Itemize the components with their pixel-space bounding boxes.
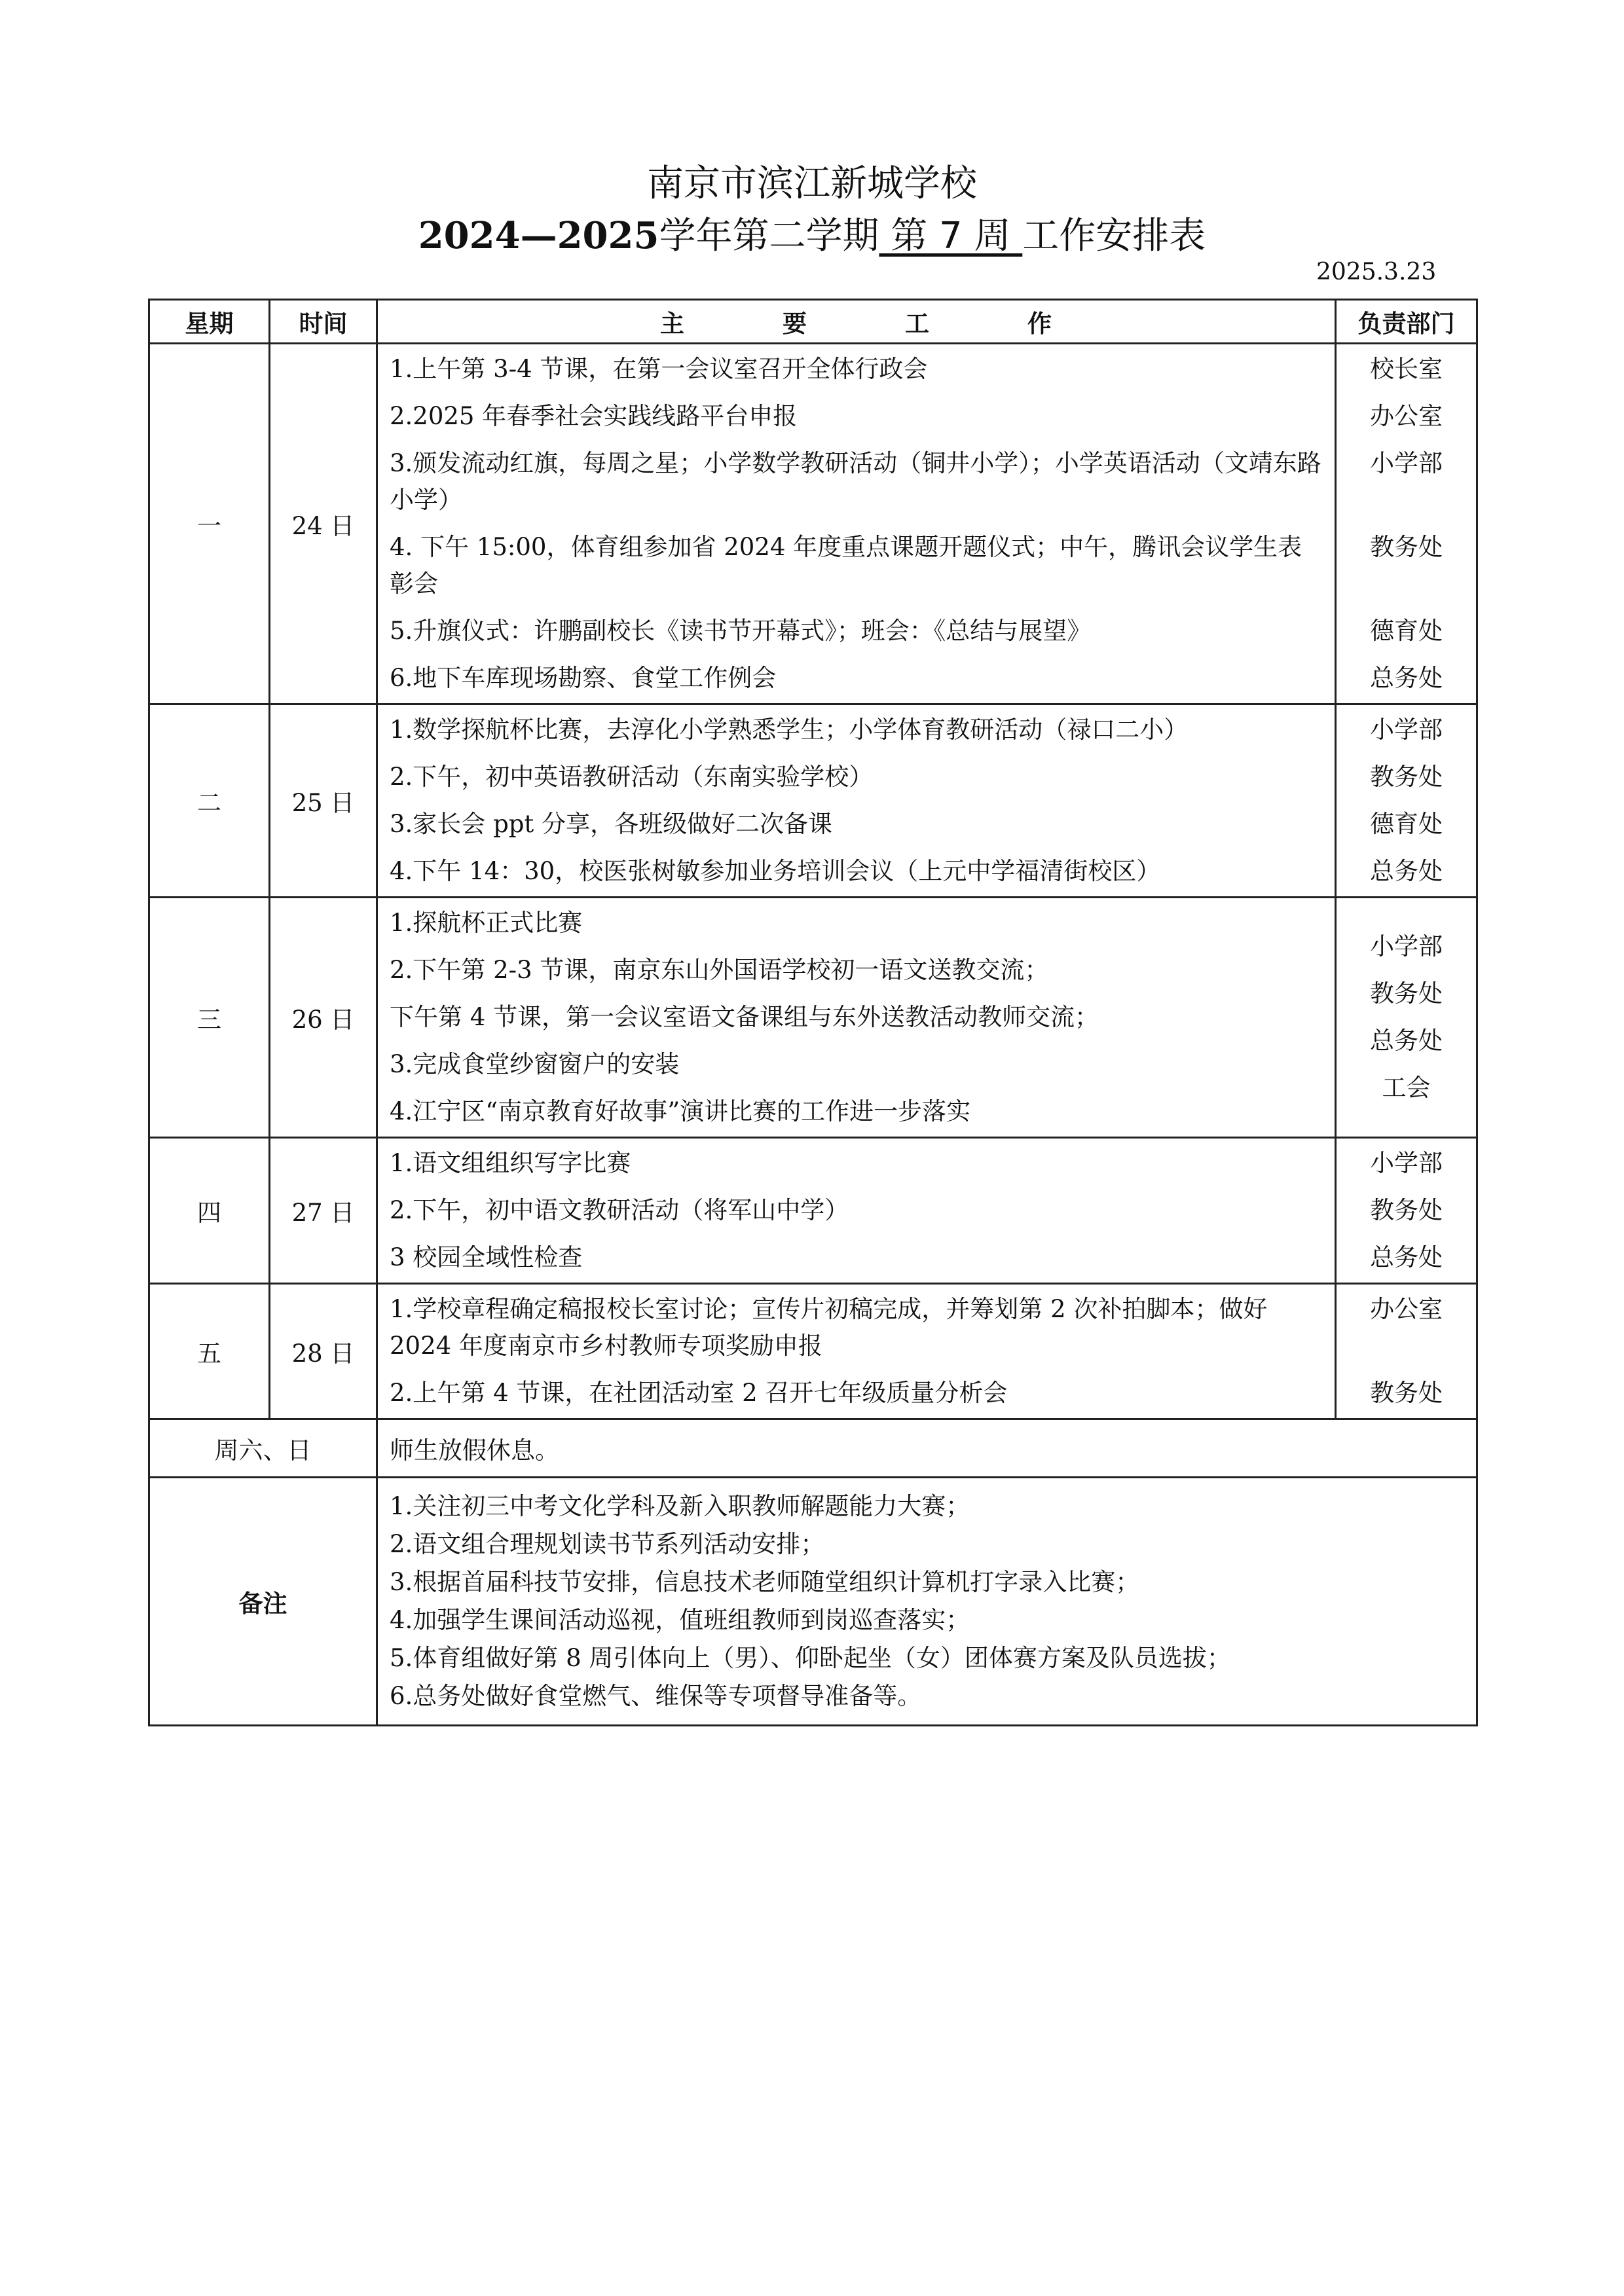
weekday-cell: 三	[149, 898, 270, 1138]
task-item: 1.语文组组织写字比赛	[390, 1149, 631, 1177]
header-dept: 负责部门	[1336, 300, 1477, 344]
dept-item	[1337, 1065, 1476, 1112]
dept-item	[1337, 524, 1476, 608]
title-term: 学年第二学期	[659, 215, 879, 257]
dept-item	[1337, 393, 1476, 440]
dept-label: 办公室	[1370, 402, 1443, 430]
schedule-table	[148, 299, 1478, 1726]
task-item: 3.颁发流动红旗，每周之星；小学数学教研活动（铜井小学）；小学英语活动（文靖东路小学）	[390, 449, 1321, 514]
task-item: 3.家长会 ppt 分享，各班级做好二次备课	[390, 810, 833, 838]
date-cell: 26 日	[270, 898, 377, 1138]
dept-item	[1337, 848, 1476, 895]
date-cell: 24 日	[270, 344, 377, 704]
tasks-cell	[377, 704, 1336, 898]
weekday-cell: 五	[149, 1284, 270, 1419]
note-item: 4.加强学生课间活动巡视，值班组教师到岗巡查落实；	[390, 1606, 970, 1634]
dept-item	[1337, 655, 1476, 702]
note-item: 5.体育组做好第 8 周引体向上（男）、仰卧起坐（女）团体赛方案及队员选拔；	[390, 1644, 1231, 1672]
task-item: 4.下午 14：30，校医张树敏参加业务培训会议（上元中学福清街校区）	[390, 857, 1161, 885]
task-item: 2.下午，初中语文教研活动（将军山中学）	[390, 1196, 849, 1224]
day-row	[149, 704, 1477, 898]
note-item: 1.关注初三中考文化学科及新入职教师解题能力大赛；	[390, 1492, 970, 1520]
weekday-cell: 一	[149, 344, 270, 704]
task-item: 6.地下车库现场勘察、食堂工作例会	[390, 664, 777, 692]
notes-label: 备注	[149, 1478, 377, 1726]
task-item: 3.完成食堂纱窗窗户的安装	[390, 1050, 680, 1078]
task-item: 5.升旗仪式：许鹏副校长《读书节开幕式》；班会：《总结与展望》	[390, 617, 1092, 645]
dept-item	[1337, 754, 1476, 801]
header-row	[149, 300, 1477, 344]
document-date: 2025.3.23	[1316, 259, 1437, 285]
dept-label: 总务处	[1370, 857, 1443, 885]
dept-label: 办公室	[1370, 1295, 1443, 1323]
dept-cell	[1336, 1284, 1477, 1419]
task-item: 2.下午第 2-3 节课，南京东山外国语学校初一语文送教交流；	[390, 956, 1049, 984]
dept-label: 总务处	[1370, 1243, 1443, 1271]
weekend-row	[149, 1419, 1477, 1478]
date-cell: 28 日	[270, 1284, 377, 1419]
dept-item	[1337, 706, 1476, 754]
tasks-cell	[377, 344, 1336, 704]
header-time: 时间	[270, 300, 377, 344]
dept-item	[1337, 801, 1476, 848]
notes-row	[149, 1478, 1477, 1726]
tasks-cell	[377, 1284, 1336, 1419]
day-row	[149, 898, 1477, 1138]
dept-item	[1337, 608, 1476, 655]
dept-item	[1337, 1286, 1476, 1370]
note-item: 3.根据首届科技节安排，信息技术老师随堂组织计算机打字录入比赛；	[390, 1568, 1140, 1596]
dept-label: 德育处	[1370, 810, 1443, 838]
notes-cell	[377, 1478, 1477, 1726]
dept-label: 小学部	[1370, 716, 1443, 744]
dept-label: 德育处	[1370, 617, 1443, 645]
dept-item	[1337, 1370, 1476, 1417]
task-item: 1.上午第 3-4 节课，在第一会议室召开全体行政会	[390, 355, 928, 383]
schedule-title	[0, 207, 1624, 259]
weekday-cell: 二	[149, 704, 270, 898]
dept-label: 小学部	[1370, 932, 1443, 960]
date-cell: 27 日	[270, 1138, 377, 1284]
weekday-cell: 四	[149, 1138, 270, 1284]
day-row	[149, 344, 1477, 704]
title-suffix: 工作安排表	[1022, 215, 1206, 257]
dept-item	[1337, 1140, 1476, 1187]
dept-label: 教务处	[1370, 763, 1443, 791]
dept-label: 教务处	[1370, 533, 1443, 561]
dept-label: 总务处	[1370, 664, 1443, 692]
header-main-work: 主要工作	[377, 300, 1336, 344]
title-week: 第 7 周	[879, 215, 1023, 257]
dept-item	[1337, 1234, 1476, 1281]
school-title: 南京市滨江新城学校	[647, 162, 977, 205]
task-item: 下午第 4 节课，第一会议室语文备课组与东外送教活动教师交流；	[390, 1003, 1099, 1031]
note-item: 2.语文组合理规划读书节系列活动安排；	[390, 1530, 825, 1558]
task-item: 1.探航杯正式比赛	[390, 909, 583, 937]
tasks-cell	[377, 898, 1336, 1138]
task-item: 3 校园全域性检查	[390, 1243, 583, 1271]
dept-cell	[1336, 1138, 1477, 1284]
day-row	[149, 1284, 1477, 1419]
title-year: 2024—2025	[418, 214, 659, 257]
date-cell: 25 日	[270, 704, 377, 898]
task-item: 1.学校章程确定稿报校长室讨论；宣传片初稿完成，并筹划第 2 次补拍脚本；做好 2024 年度南京市乡村教师专项奖励申报	[390, 1295, 1268, 1360]
dept-label: 小学部	[1370, 1149, 1443, 1177]
day-row	[149, 1138, 1477, 1284]
task-item: 4.江宁区“南京教育好故事”演讲比赛的工作进一步落实	[390, 1097, 971, 1125]
dept-cell	[1336, 704, 1477, 898]
task-item: 4. 下午 15:00，体育组参加省 2024 年度重点课题开题仪式；中午，腾讯会议学生表彰会	[390, 533, 1302, 598]
dept-item	[1337, 440, 1476, 524]
dept-cell	[1336, 898, 1477, 1138]
task-item: 2.上午第 4 节课，在社团活动室 2 召开七年级质量分析会	[390, 1379, 1008, 1407]
note-item: 6.总务处做好食堂燃气、维保等专项督导准备等。	[390, 1682, 922, 1710]
task-item: 2.2025 年春季社会实践线路平台申报	[390, 402, 798, 430]
dept-label: 总务处	[1370, 1027, 1443, 1055]
dept-label: 工会	[1382, 1074, 1431, 1102]
dept-item	[1337, 923, 1476, 970]
dept-item	[1337, 970, 1476, 1017]
weekend-label: 周六、日	[149, 1419, 377, 1478]
dept-item	[1337, 1017, 1476, 1065]
dept-label: 教务处	[1370, 1379, 1443, 1407]
dept-item	[1337, 346, 1476, 393]
task-item: 1.数学探航杯比赛，去淳化小学熟悉学生；小学体育教研活动（禄口二小）	[390, 716, 1189, 744]
dept-item	[1337, 1187, 1476, 1234]
tasks-cell	[377, 1138, 1336, 1284]
dept-label: 教务处	[1370, 979, 1443, 1008]
task-item: 2.下午，初中英语教研活动（东南实验学校）	[390, 763, 874, 791]
dept-cell	[1336, 344, 1477, 704]
dept-label: 小学部	[1370, 449, 1443, 477]
header-weekday: 星期	[149, 300, 270, 344]
dept-label: 校长室	[1370, 355, 1443, 383]
dept-label: 教务处	[1370, 1196, 1443, 1224]
weekend-text: 师生放假休息。	[377, 1419, 1477, 1478]
